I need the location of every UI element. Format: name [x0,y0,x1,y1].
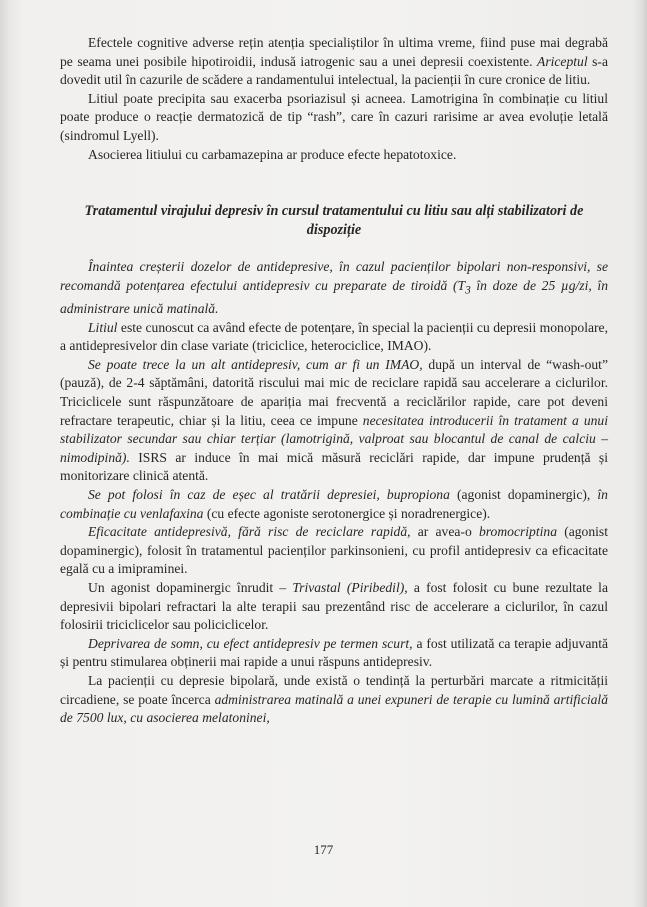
paragraph [60,579,608,635]
italic-text: în doze de 25 µg/zi, în administrare unică matinală. [60,277,608,317]
italic-text: Eficacitate antidepresivă, fără risc de reciclare rapidă, [88,524,411,540]
text-run: (agonist dopaminergic), folosit în tratamentul pacienților parkinsonieni, cu profil antidepresiv ca eficacitate egală cu a imipraminei. [60,524,608,577]
text-run: ISRS ar induce în mai mică măsură reciclări rapide, dar impune prudență și monitorizare clinică atentă. [60,449,608,484]
subscript-text: 3 [465,284,471,297]
paragraph [60,672,608,728]
page-content [60,34,608,728]
italic-text: Se pot folosi în caz de eșec al tratării depresiei, bupropiona [88,487,450,502]
text-run: ar avea-o [410,524,479,540]
paragraph [60,356,608,486]
italic-text: în combinație cu venlafaxina [60,487,608,521]
text-run: Un agonist dopaminergic înrudit – [88,579,293,595]
paragraph [60,319,608,356]
text-run: (agonist dopaminergic), [449,487,598,502]
text-run: după un interval de “wash-out” (pauză), de 2-4 săptămâni, datorită riscului mai mic de reciclare rapidă sau accelerare a ciclurilor. Triciclicele sunt răspunzătoare de apariția mai frecventă a reciclărilor rapide, care pot deveni refractare terapeutic, chiar și la litiu, ceea ce impune [60,356,608,428]
text-run: s-a dovedit util în cazurile de scădere a randamentului intelectual, la pacienții în cure cronice de litiu. [60,53,608,88]
text-run: , a fost folosit cu bune rezultate la depresivii bipolari refractari la alte terapii sau prezentând risc de accelerare a ciclurilor, în cazul folosirii triciclicelor sau policiclicelor. [60,579,608,633]
italic-text: Ariceptul [537,53,588,69]
text-run: (cu efecte agoniste serotonergice și noradrenergice). [203,505,491,521]
text-run: este cunoscut ca având efecte de potențare, în special la pacienții cu depresii monopolare, a antidepresivelor din clase variate (triciclice, heterociclice, IMAO). [60,319,608,354]
section-gap [60,164,608,202]
paragraph [60,146,608,165]
text-run: La pacienții cu depresie bipolară, unde există o tendință la perturbări marcate a ritmicității circadiene, se poate încerca [60,672,608,707]
text-run: Litiul poate precipita sau exacerba psoriazisul și acneea. Lamotrigina în combinație cu litiul poate produce o reacție dermatozică de tip “rash”, care în cazuri rarisime ar avea evoluție letală (sindromul Lyell). [60,90,608,143]
italic-text: Trivastal (Piribedil) [292,579,405,595]
paragraph [60,34,608,90]
italic-text: administrarea matinală a unei expuneri de terapie cu lumină artificială de 7500 lux, cu asocierea melatoninei, [60,691,608,726]
paragraph [60,486,608,523]
italic-text: Se poate trece la un alt antidepresiv, cum ar fi un IMAO, [88,356,423,372]
paragraph [60,635,608,672]
paragraph [60,258,608,319]
page-number: 177 [313,842,334,857]
text-run: Asocierea litiului cu carbamazepina ar produce efecte hepatotoxice. [88,146,457,162]
section-title: Tratamentul virajului depresiv în cursul tratamentului cu litiu sau alți stabilizatori de dispoziție [84,203,584,239]
page-edge-shadow [633,0,647,907]
italic-text: Deprivarea de somn, cu efect antidepresiv pe termen scurt, [88,635,413,651]
italic-text: necesitatea introducerii în tratament a unui stabilizator secundar sau chiar terțiar (lamotrigină, valproat sau blocantul de canal de calciu – nimodipină). [60,412,608,465]
text-run: Efectele cognitive adverse rețin atenția specialiștilor în ultima vreme, fiind puse mai degrabă pe seama unei posibile hipotiroidii, indusă iatrogenic sau a unei depresii coexistente. [60,35,608,69]
text-block-before [60,34,608,164]
text-block-after [60,258,608,728]
text-run: a fost utilizată ca terapie adjuvantă și pentru stimularea obținerii mai rapide a unui răspuns antidepresiv. [60,635,608,670]
italic-text: Litiul [88,319,118,335]
italic-text: bromocriptina [478,524,557,540]
italic-text: Înaintea creșterii dozelor de antidepresive, în cazul pacienților bipolari non-responsivi, se recomandă potențarea efectului antidepresiv cu preparate de tiroidă (T [60,259,608,293]
paragraph [60,90,608,146]
paragraph [60,523,608,579]
